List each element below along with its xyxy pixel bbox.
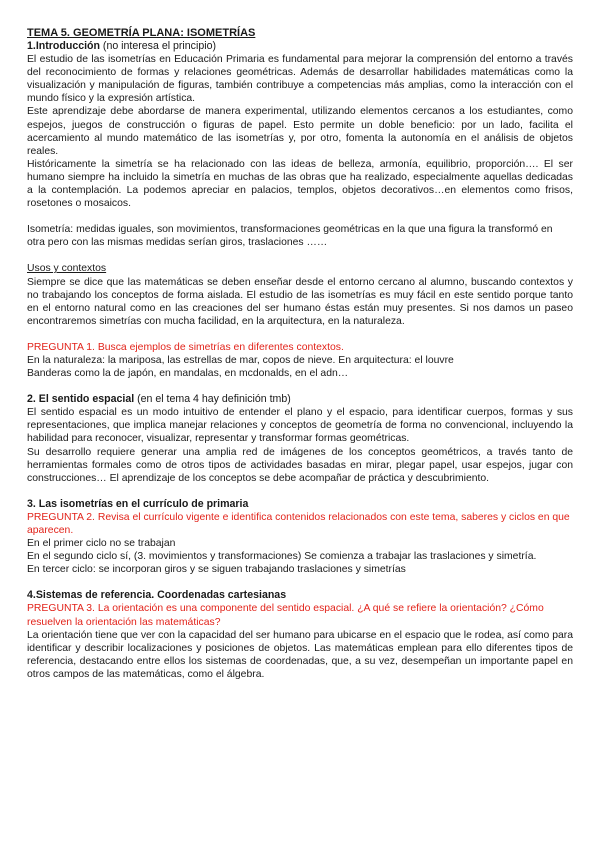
section-4-heading: 4.Sistemas de referencia. Coordenadas cartesianas [27,589,287,602]
answer-2-line-2: En el segundo ciclo sí, (3. movimientos y transformaciones) Se comienza a trabajar las traslaciones y simetría. [27,551,537,563]
spacer [27,328,573,341]
section-1-note: (no interesa el principio) [99,40,216,52]
usos-paragraph: Siempre se dice que las matemáticas se deben enseñar desde el entorno cercano al alumno, buscando contextos y no trabajando los conceptos de forma aislada. El estudio de las isometrías es muy fácil en este sentido porque tanto en el entorno natural como en las creaciones del ser humano éstas están muy presentes. Si nos damos un paseo encontraremos simetrías con mucha facilidad, en la arquitectura, en la naturaleza. [27,276,573,327]
usos-heading: Usos y contextos [27,263,107,275]
intro-paragraph-3: Históricamente la simetría se ha relacionado con las ideas de belleza, armonía, equilibrio, proporción…. El ser humano siempre ha incluido la simetría en muchas de las obras que ha realizado, especialmente aquellas dedicadas a la contemplación. La podemos apreciar en palacios, templos, objetos decorativos…en elementos como frisos, rosetones o mosaicos. [27,158,573,210]
spacer [27,380,573,393]
spacer [27,249,573,262]
section-1-title: 1.Introducción [27,40,100,52]
section-3-heading: 3. Las isometrías en el currículo de primaria [27,497,249,510]
section-1-heading [27,40,573,53]
question-3: PREGUNTA 3. La orientación es una componente del sentido espacial. ¿A qué se refiere la orientación? ¿Cómo resuelven la orientación las matemáticas? [27,603,544,628]
answer-1-line-2: Banderas como la de japón, en mandalas, en mcdonalds, en el adn… [27,368,349,380]
document-title: TEMA 5. GEOMETRÍA PLANA: ISOMETRÍAS [27,27,256,39]
spacer [27,210,573,223]
section-2-title: 2. El sentido espacial [27,393,135,406]
answer-2-line-1: En el primer ciclo no se trabajan [27,538,176,550]
sentido-paragraph-2: Su desarrollo requiere generar una amplia red de imágenes de los conceptos geométricos, a través tanto de herramientas formales como de otros tipos de actividades basadas en mirar, plegar papel, usar espejos, jugar con construcciones… El aprendizaje de los conceptos se debe acompañar de práctica y descubrimiento. [27,446,573,484]
answer-2-line-3: En tercer ciclo: se incorporan giros y se siguen trabajando traslaciones y simetrías [27,564,406,576]
section-2-heading [27,393,573,406]
intro-paragraph-2: Este aprendizaje debe abordarse de manera experimental, utilizando elementos cercanos a los estudiantes, como espejos, juegos de construcción o figuras de papel. Esto permite un doble beneficio: por un lado, facilita el acercamiento al mundo matemático de las isometrías y, por otro, fomenta la autonomía en el análisis de objetos reales. [27,106,573,157]
spacer [27,576,573,589]
sentido-paragraph-1: El sentido espacial es un modo intuitivo de entender el plano y el espacio, para identificar cuerpos, formas y sus representaciones, que implica manejar relaciones y conceptos de geometría de forma no convencional, incluyendo la habilidad para reconocer, visualizar, representar y transformar formas geométricas. [27,407,573,445]
question-1: PREGUNTA 1. Busca ejemplos de simetrías en diferentes contextos. [27,341,344,353]
intro-paragraph-1: El estudio de las isometrías en Educación Primaria es fundamental para mejorar la comprensión del entorno a través del reconocimiento de formas y relaciones geométricas. Además de desarrollar habilidades matemáticas como la visualización y manipulación de figuras, también contribuye a competencias más amplias, como la interacción con el mundo físico y la expresión artística. [27,54,573,105]
orientacion-paragraph: La orientación tiene que ver con la capacidad del ser humano para ubicarse en el espacio que le rodea, así como para identificar y describir localizaciones y posiciones de objetos. Las matemáticas emplean para ello diferentes tipos de referencia, destacando entre ellos los sistemas de coordenadas, que, a su vez, desempeñan un importante papel en otros campos de las matemáticas, como el álgebra. [27,629,573,680]
spacer [27,485,573,498]
section-2-note: (en el tema 4 hay definición tmb) [134,393,291,406]
answer-1-line-1: En la naturaleza: la mariposa, las estrellas de mar, copos de nieve. En arquitectura: el louvre [27,354,454,366]
isometria-definition: Isometría: medidas iguales, son movimientos, transformaciones geométricas en la que una figura la transformó en otra pero con las mismas medidas serían giros, traslaciones …… [27,224,553,249]
document-page [27,27,573,681]
question-2: PREGUNTA 2. Revisa el currículo vigente e identifica contenidos relacionados con este tema, saberes y ciclos en que aparecen. [27,511,570,536]
